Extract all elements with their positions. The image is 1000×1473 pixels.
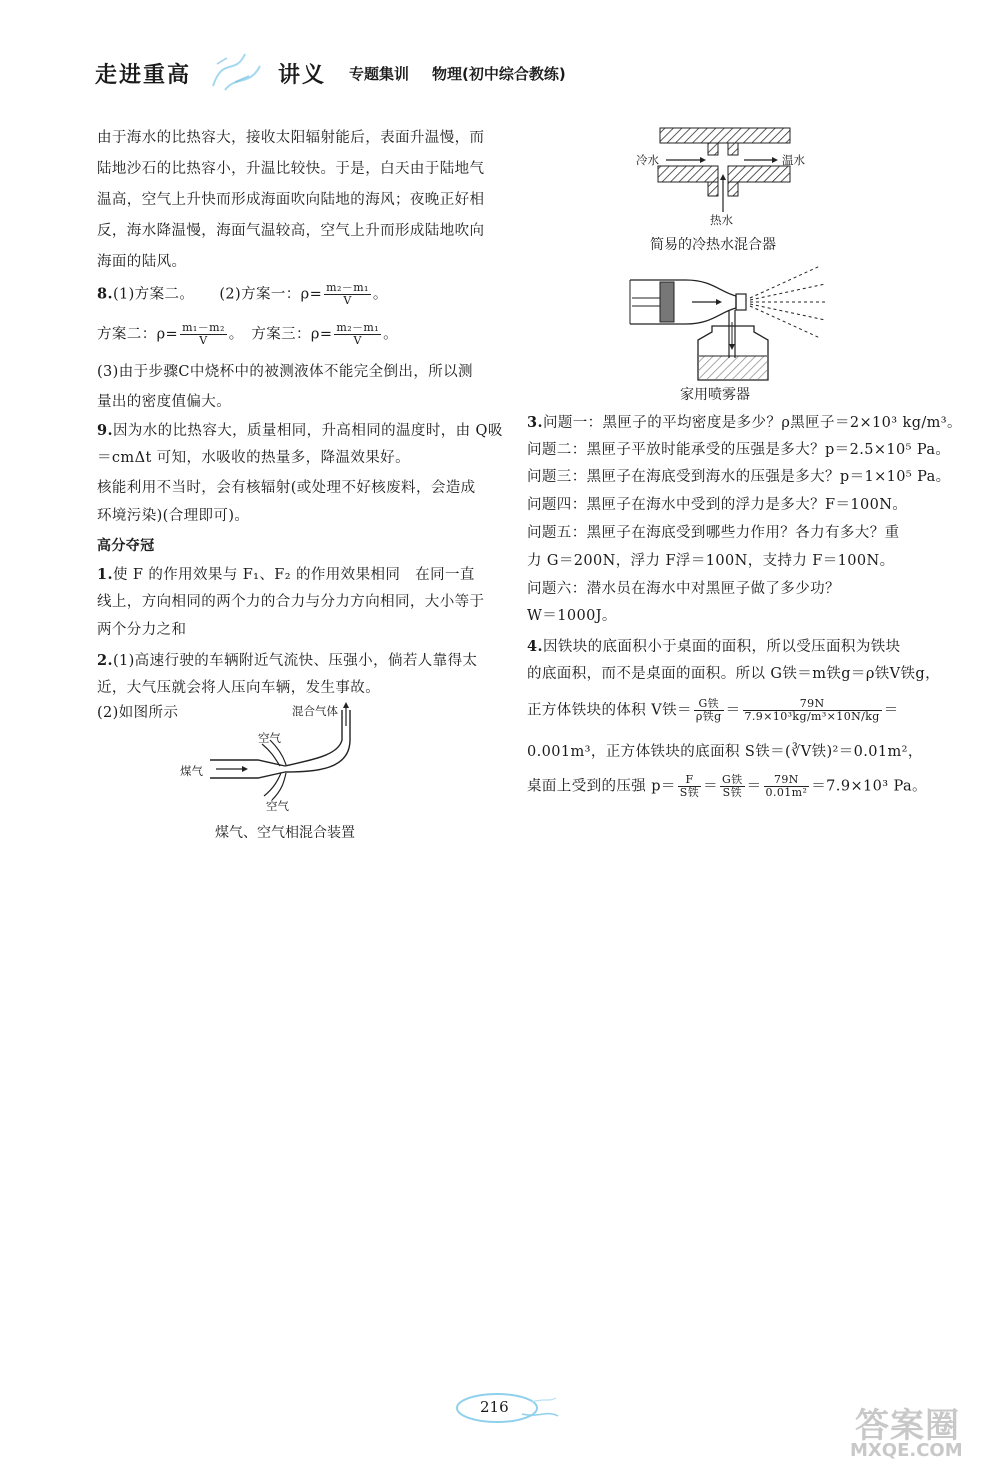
header-series: 讲义 [278,63,327,88]
question-number: 2. [97,652,113,669]
question-number: 1. [97,566,113,583]
q9-extra1: 核能利用不当时，会有核辐射(或处理不好核废料，会造成 [97,480,476,496]
fraction-denominator: 7.9×10³kg/m³×10N/kg [744,710,880,723]
q9-text: 因为水的比热容大，质量相同，升高相同的温度时，由 Q吸 [112,423,503,439]
q4-line2: 的底面积，而不是桌面的面积。所以 G铁＝m铁g＝ρ铁V铁g， [527,666,940,682]
label-gas: 煤气 [180,764,203,778]
q3-line: 力 G＝200N，浮力 F浮＝100N，支持力 F＝100N。 [527,553,895,569]
fraction-numerator: 79N [764,774,810,787]
para-line: 温高，空气上升快而形成海面吹向陆地的海风；夜晚正好相 [97,192,485,208]
q8-line2 [97,322,398,347]
fraction [694,698,724,723]
para-line: 由于海水的比热容大，接收太阳辐射能后，表面升温慢，而 [97,130,485,146]
s1-line1 [97,564,475,586]
header-brand: 走进重高 [95,63,192,88]
q4-result: ＝7.9×10³ Pa。 [811,778,927,795]
fraction [324,282,371,307]
header-subtitle: 专题集训 [349,65,410,83]
fraction [334,322,381,347]
q9-line2: ＝cmΔt 可知，水吸收的热量多，降温效果好。 [97,450,410,466]
q3-line: W＝1000J。 [527,608,617,624]
figure-caption: 煤气、空气相混合装置 [215,825,355,841]
fraction-numerator: 79N [743,698,882,711]
question-number: 4. [527,638,543,655]
fraction [180,322,227,347]
fraction [678,774,701,799]
fraction-denominator: V [343,294,352,307]
q4-pressure-prefix: 桌面上受到的压强 p＝ [527,778,676,795]
para-line: 陆地沙石的比热容小，升温比较快。于是，白天由于陆地气 [97,161,485,177]
q3-line: 问题二：黑匣子平放时能承受的压强是多大？p＝2.5×10⁵ Pa。 [527,442,951,458]
sprayer-diagram [620,262,830,384]
fraction-numerator: G铁 [722,773,743,786]
q8-line4: 量出的密度值偏大。 [97,394,232,410]
q4-line4: 0.001m³，正方体铁块的底面积 S铁＝(∛V铁)²＝0.01m²， [527,744,923,760]
fraction-denominator: V [353,334,362,347]
q8-end: 。 [383,326,398,343]
header-subject: 物理(初中综合教练) [432,65,566,83]
figure-caption: 简易的冷热水混合器 [650,237,776,253]
page-header [0,58,1000,92]
q3-line: 问题五：黑匣子在海底受到哪些力作用？各力有多大？重 [527,525,900,541]
equals-sign: ＝ [883,702,899,719]
s2-line2: 近，大气压就会将人压向车辆，发生事故。 [97,680,381,696]
q3-text: 问题一：黑匣子的平均密度是多少？ρ黑匣子＝2×10³ kg/m³。 [542,415,962,431]
q3-line: 问题六：潜水员在海水中对黑匣子做了多少功？ [527,581,840,597]
equals-sign: ＝ [725,702,741,719]
q3-line1 [527,412,962,434]
q8-part2-prefix: (2)方案一：ρ= [219,286,323,303]
header-decoration-icon [205,46,265,96]
fraction-numerator: m₂－m₁ [326,281,369,294]
fraction [764,774,810,799]
q9-line1 [97,420,503,442]
question-number: 8. [97,285,113,303]
fraction-denominator: S铁 [722,786,743,799]
s2-text: (1)高速行驶的车辆附近气流快、压强小，倘若人靠得太 [112,653,478,669]
figure-caption: 家用喷雾器 [680,387,750,403]
q8-line3: (3)由于步骤C中烧杯中的被测液体不能完全倒出，所以测 [97,364,473,380]
fraction-numerator: G铁 [694,698,724,711]
q4-text: 因铁块的底面积小于桌面的面积，所以受压面积为铁块 [542,639,901,655]
gas-mixer-diagram [180,700,370,810]
label-warm-water: 温水 [782,153,805,167]
q3-line: 问题三：黑匣子在海底受到海水的压强是多大？p＝1×10⁵ Pa。 [527,469,951,485]
q8-part1: (1)方案二。 [112,286,195,303]
fraction-numerator: F [678,774,701,787]
question-number: 3. [527,414,543,431]
label-hot-water: 热水 [710,213,733,227]
label-air-top: 空气 [258,731,281,745]
q4-volume-prefix: 正方体铁块的体积 V铁＝ [527,702,692,719]
fraction [743,698,882,723]
q3-line: 问题四：黑匣子在海水中受到的浮力是多大？F＝100N。 [527,497,908,513]
fraction-numerator: m₂－m₁ [336,321,380,334]
label-mixed-gas: 混合气体 [292,704,338,718]
s1-line3: 两个分力之和 [97,622,187,638]
s2-line1 [97,650,477,672]
fraction-denominator: S铁 [679,786,700,799]
fraction-denominator: V [199,334,208,347]
q8-end: 。 [372,286,388,303]
label-air-bottom: 空气 [266,799,289,813]
s2-part2: (2)如图所示 [97,705,179,721]
q8-line1 [97,282,388,307]
section-title: 高分夺冠 [97,538,155,554]
fraction [720,774,745,799]
fraction-denominator: 0.01m² [765,786,808,799]
page-number: 216 [480,1398,509,1416]
watermark-text: 答案圈 [855,1406,960,1446]
label-cold-water: 冷水 [636,153,659,167]
fraction-denominator: ρ铁g [695,710,722,723]
s1-line2: 线上，方向相同的两个力的合力与分力方向相同，大小等于 [97,594,485,610]
para-line: 海面的陆风。 [97,254,187,270]
q9-extra2: 环境污染)(合理即可)。 [97,508,250,524]
q4-line3 [527,698,899,723]
s1-text: 使 F 的作用效果与 F₁、F₂ 的作用效果相同 在同一直 [112,567,475,583]
para-line: 反，海水降温慢，海面气温较高，空气上升而形成陆地吹向 [97,223,485,239]
watermark-url: MXQE.COM [850,1440,963,1461]
fraction-numerator: m₁－m₂ [182,321,225,334]
q8-scheme3-prefix: 。 方案三：ρ= [228,326,333,343]
question-number: 9. [97,422,113,439]
q4-line1 [527,636,901,658]
q8-scheme2-prefix: 方案二：ρ= [97,326,179,343]
q4-line5: 桌面上受到的压强 p＝ $\frac{F}{\text{S铁}}$ ＝ $\frac{\text{G铁}}{\text{S铁}}$ ＝ $\frac{79N}{\text{0.01m²}}$ ＝7.9×10³ Pa。 [527,773,927,799]
